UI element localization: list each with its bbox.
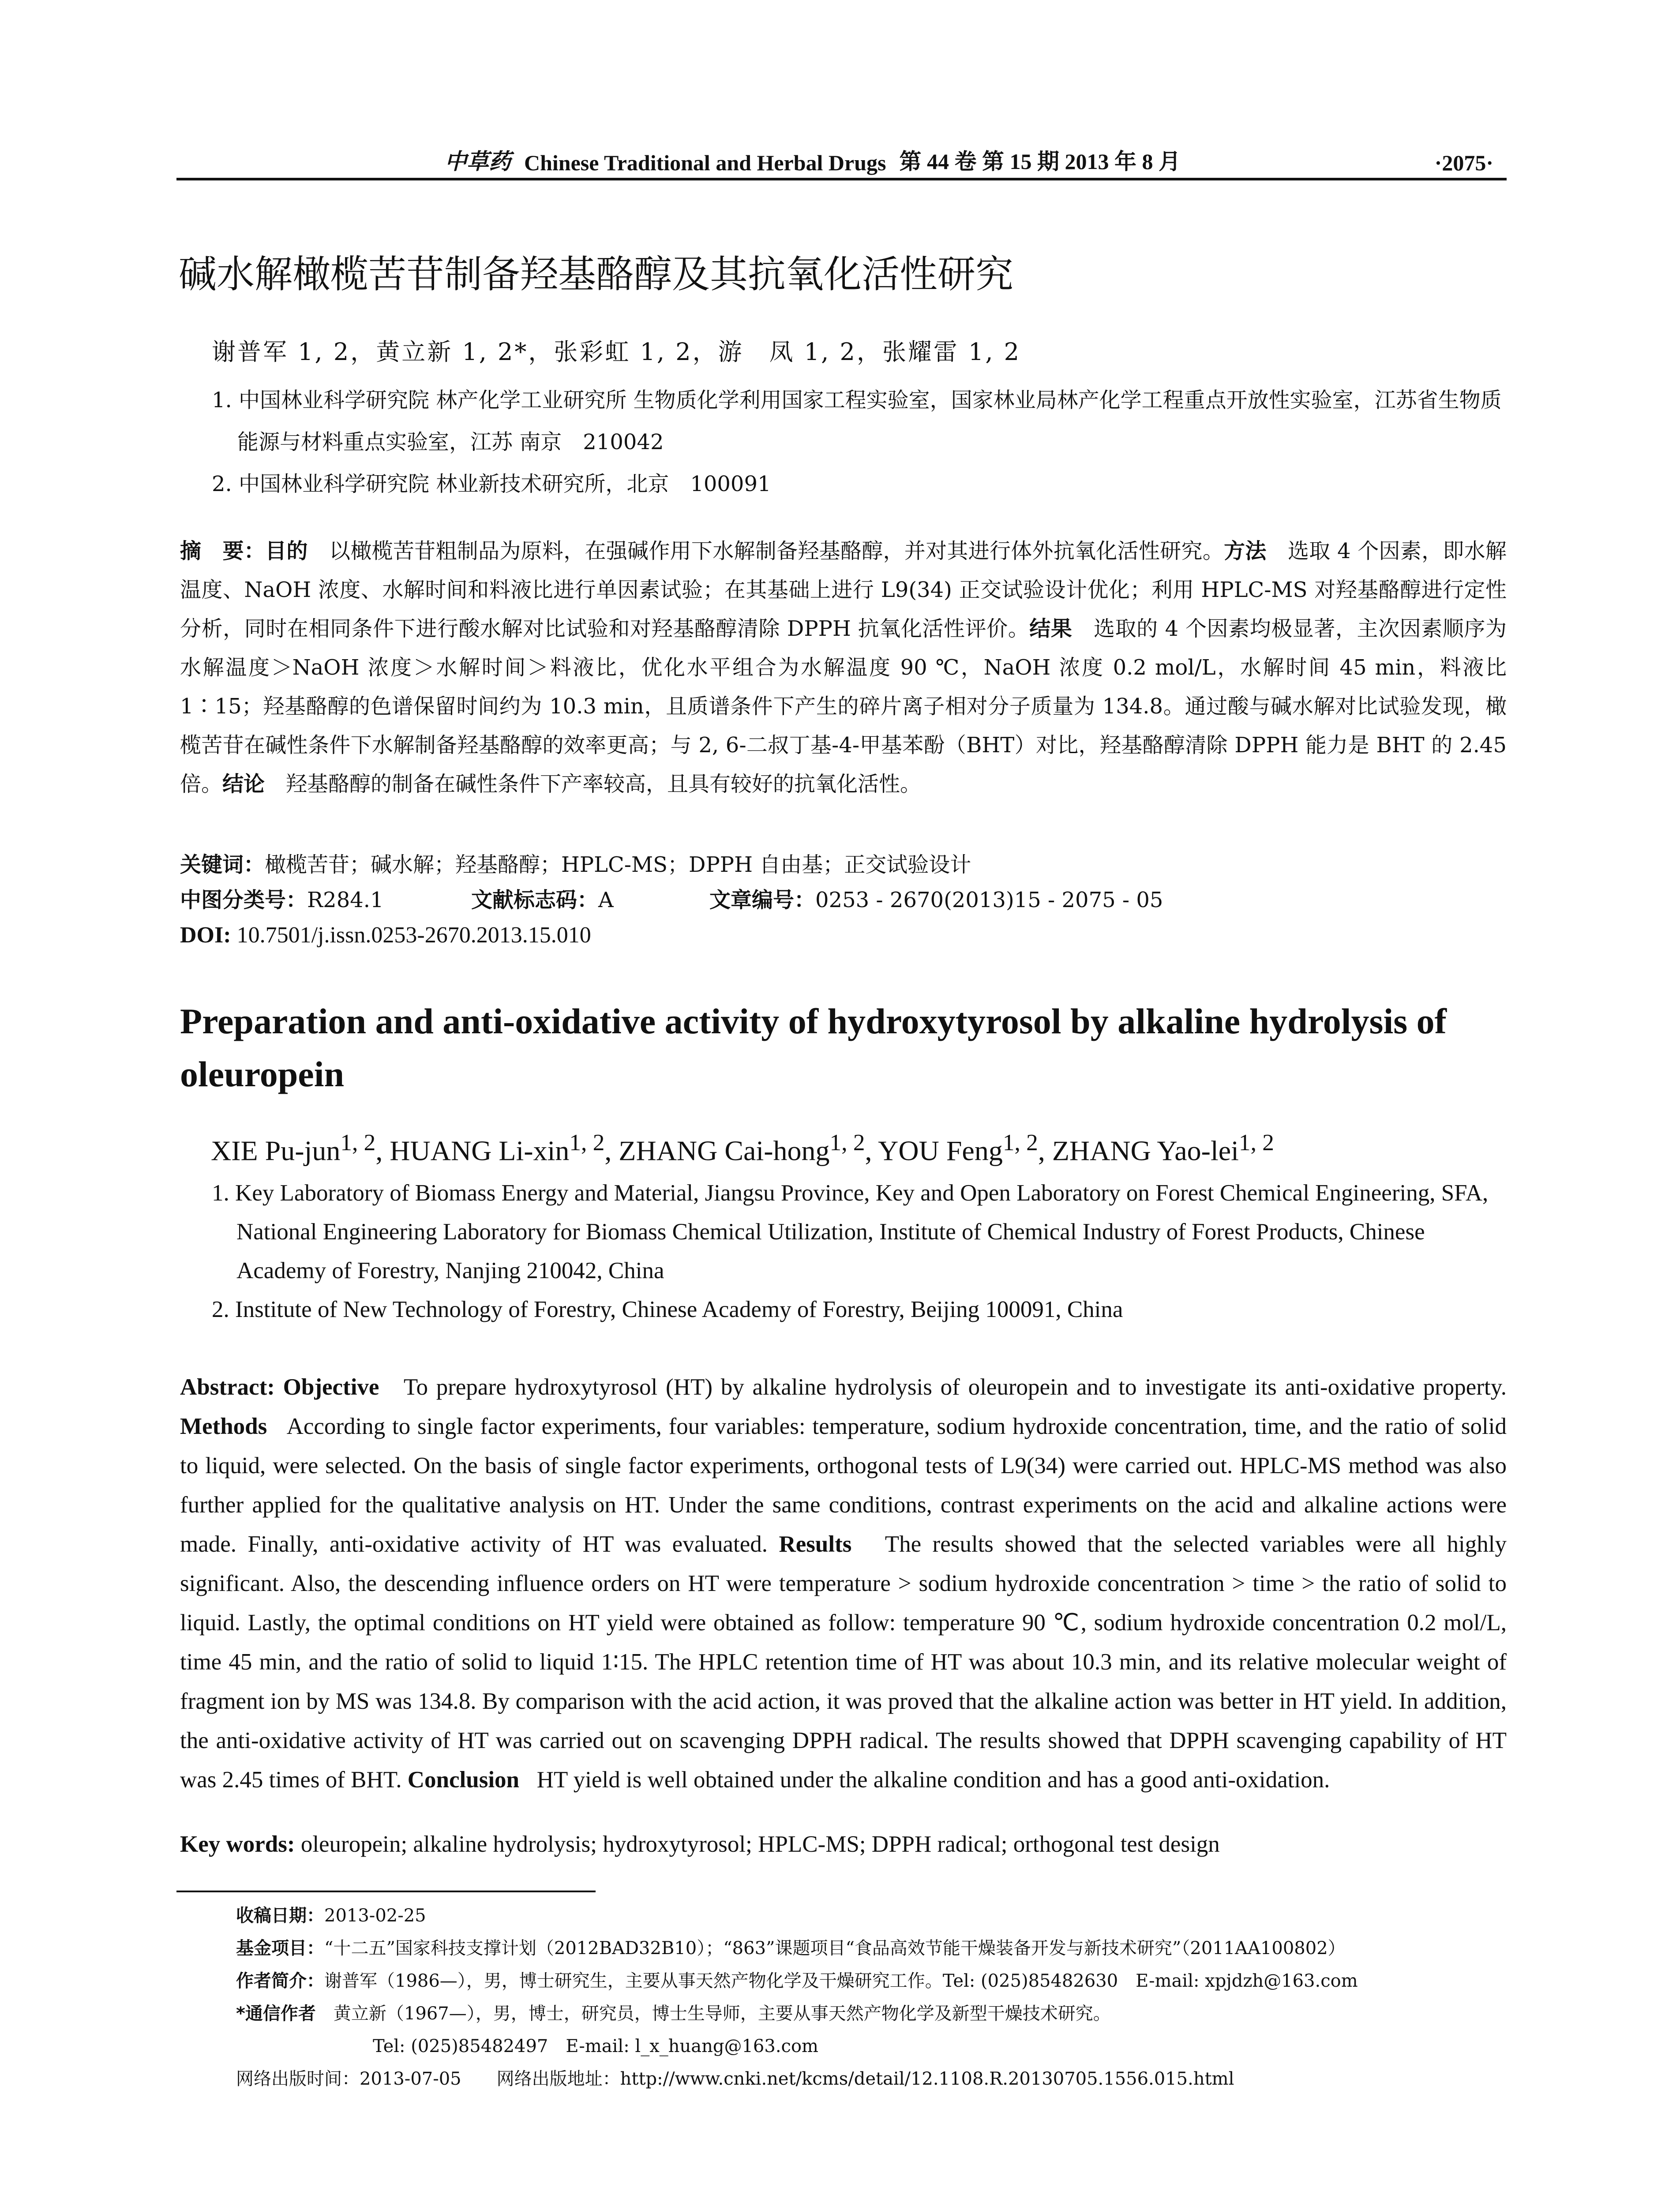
- results-en-label: Results: [779, 1531, 852, 1557]
- objective-cn-text: 以橄榄苦苷粗制品为原料，在强碱作用下水解制备羟基酪醇，并对其进行体外抗氧化活性研究。: [329, 539, 1224, 563]
- conclusion-cn-text: 羟基酪醇的制备在碱性条件下产率较高，且具有较好的抗氧化活性。: [286, 772, 922, 796]
- footnotes: [236, 1899, 1507, 2095]
- page-number: ·2075·: [1434, 150, 1493, 175]
- footnote-corresponding: [236, 1997, 1507, 2030]
- article-no-value: 0253 - 2670(2013)15 - 2075 - 05: [815, 888, 1163, 912]
- doi-row: [180, 918, 1507, 953]
- keywords-en-text: oleuropein; alkaline hydrolysis; hydroxytyrosol; HPLC-MS; DPPH radical; orthogonal test design: [300, 1831, 1220, 1857]
- affiliation-en-2: 2. Institute of New Technology of Forestry, Chinese Academy of Forestry, Beijing 100091, China: [212, 1297, 1123, 1322]
- results-cn-text: 选取的 4 个因素均极显著，主次因素顺序为水解温度＞NaOH 浓度＞水解时间＞料液比，优化水平组合为水解温度 90 ℃，NaOH 浓度 0.2 mol/L，水解时间 45 min，料液比 1∶15；羟基酪醇的色谱保留时间约为 10.3 min，且质谱条件下产生的碎片离子相对分子质量为 134.8。通过酸与碱水解对比试验发现，橄榄苦苷在碱性条件下水解制备羟基酪醇的效率更高；与 2, 6-二叔丁基-4-甲基苯酚（BHT）对比，羟基酪醇清除 DPPH 能力是 BHT 的 2.45 倍。: [180, 616, 1507, 796]
- article-no-field: [709, 882, 1163, 918]
- conclusion-en-label: Conclusion: [407, 1767, 520, 1793]
- doi-label: DOI:: [180, 923, 231, 948]
- doccode-label: 文献标志码：: [471, 888, 599, 912]
- clc-label: 中图分类号：: [180, 888, 308, 912]
- footnote-author: [236, 1965, 1507, 1997]
- objective-cn-label: 目的: [265, 539, 308, 563]
- online-time-label: 网络出版时间：: [236, 2069, 360, 2089]
- corresponding-value: 黄立新（1967—），男，博士，研究员，博士生导师，主要从事天然产物化学及新型干燥技术研究。: [333, 2003, 1111, 2024]
- journal-name-cn: 中草药: [445, 149, 511, 174]
- keywords-cn-text: 橄榄苦苷；碱水解；羟基酪醇；HPLC-MS；DPPH 自由基；正交试验设计: [265, 852, 971, 877]
- author-bio-label: 作者简介：: [236, 1971, 324, 1991]
- conclusion-cn-label: 结论: [222, 772, 265, 796]
- affiliation-cn-1: 1. 中国林业科学研究院 林产化学工业研究所 生物质化学利用国家工程实验室，国家林业局林产化学工程重点开放性实验室，江苏省生物质能源与材料重点实验室，江苏 南京 210042: [212, 388, 1502, 454]
- methods-en-label: Methods: [180, 1414, 267, 1439]
- results-cn-label: 结果: [1029, 616, 1072, 641]
- abstract-en: [180, 1368, 1507, 1800]
- running-header: [176, 140, 1507, 176]
- affiliation-cn-2: 2. 中国林业科学研究院 林业新技术研究所，北京 100091: [212, 472, 771, 496]
- footnote-rule: [176, 1891, 596, 1892]
- fund-value: “十二五”国家科技支撑计划（2012BAD32B10）；“863”课题项目“食品高效节能干燥装备开发与新技术研究”（2011AA100802）: [324, 1938, 1346, 1958]
- authors-cn: 谢普军 1, 2，黄立新 1, 2*，张彩虹 1, 2，游 凤 1, 2，张耀雷 1, 2: [212, 338, 1021, 366]
- authors-en: XIE Pu-jun$^{1, 2}$, HUANG Li-xin$^{1, 2}$, ZHANG Cai-hong$^{1, 2}$, YOU Feng$^{1, 2}$, ZHANG Yao-lei$^{1, 2}$: [211, 1129, 1274, 1167]
- header-rule: [176, 178, 1507, 180]
- received-label: 收稿日期：: [236, 1906, 324, 1926]
- methods-cn-text: 选取 4 个因素，即水解温度、NaOH 浓度、水解时间和料液比进行单因素试验；在其基础上进行 L9(34) 正交试验设计优化；利用 HPLC-MS 对羟基酪醇进行定性分析，同时在相同条件下进行酸水解对比试验和对羟基酪醇清除 DPPH 抗氧化活性评价。: [180, 539, 1507, 641]
- clc-value: R284.1: [307, 888, 384, 912]
- journal-name-en: Chinese Traditional and Herbal Drugs: [524, 150, 886, 175]
- received-value: 2013-02-25: [324, 1906, 426, 1926]
- keywords-en-label: Key words:: [180, 1831, 295, 1857]
- author-bio-value: 谢普军（1986—），男，博士研究生，主要从事天然产物化学及干燥研究工作。Tel: (025)85482630 E-mail: xpjdzh@163.com: [324, 1971, 1358, 1991]
- conclusion-en-text: HT yield is well obtained under the alkaline condition and has a good anti-oxidation.: [536, 1767, 1330, 1793]
- journal-issue: 第 44 卷 第 15 期 2013 年 8 月: [899, 149, 1181, 174]
- abstract-en-label: Abstract:: [180, 1374, 275, 1400]
- fund-label: 基金项目：: [236, 1938, 324, 1958]
- affiliations-cn: [212, 379, 1507, 505]
- online-time-value: 2013-07-05: [360, 2069, 461, 2089]
- footnote-online: [236, 2063, 1507, 2095]
- keywords-cn: [180, 847, 1507, 882]
- title-cn: 碱水解橄榄苦苷制备羟基酪醇及其抗氧化活性研究: [179, 252, 1013, 296]
- methods-cn-label: 方法: [1224, 539, 1267, 563]
- results-en-text: The results showed that the selected variables were all highly significant. Also, the descending influence orders on HT were temperature > sodium hydroxide concentration > time > the ratio of solid to liquid. Lastly, the optimal conditions on HT yield were obtained as follow: temperature 90 ℃, sodium hydroxide concentration 0.2 mol/L, time 45 min, and the ratio of solid to liquid 1∶15. The HPLC retention time of HT was about 10.3 min, and its relative molecular weight of fragment ion by MS was 134.8. By comparison with the acid action, it was proved that the alkaline action was better in HT yield. In addition, the anti-oxidative activity of HT was carried out on scavenging DPPH radical. The results showed that DPPH scavenging capability of HT was 2.45 times of BHT.: [180, 1531, 1507, 1793]
- title-en: Preparation and anti-oxidative activity of hydroxytyrosol by alkaline hydrolysis of oleuropein: [180, 1001, 1447, 1094]
- affiliations-en: [212, 1174, 1507, 1329]
- footnote-received: [236, 1899, 1507, 1932]
- footnote-fund: [236, 1932, 1507, 1965]
- doi-value: 10.7501/j.issn.0253-2670.2013.15.010: [236, 923, 591, 948]
- abstract-cn: [180, 532, 1507, 803]
- online-url-value: http://www.cnki.net/kcms/detail/12.1108.R.20130705.1556.015.html: [620, 2069, 1234, 2089]
- keywords-en: [180, 1831, 1507, 1857]
- corresponding-contact: Tel: (025)85482497 E-mail: l_x_huang@163.com: [373, 2036, 818, 2056]
- classification-row: [180, 882, 1507, 918]
- objective-en-text: To prepare hydroxytyrosol (HT) by alkaline hydrolysis of oleuropein and to investigate its anti-oxidative property.: [403, 1374, 1507, 1400]
- keywords-cn-label: 关键词：: [180, 852, 265, 877]
- methods-en-text: According to single factor experiments, four variables: temperature, sodium hydroxide concentration, time, and the ratio of solid to liquid, were selected. On the basis of single factor experiments, orthogonal tests of L9(34) were carried out. HPLC-MS method was also further applied for the qualitative analysis on HT. Under the same conditions, contrast experiments on the acid and alkaline actions were made. Finally, anti-oxidative activity of HT was evaluated.: [180, 1414, 1507, 1557]
- objective-en-label: Objective: [283, 1374, 379, 1400]
- clc-field: [180, 882, 471, 918]
- corresponding-label: *通信作者: [236, 2003, 316, 2024]
- doccode-value: A: [598, 888, 614, 912]
- doccode-field: [471, 882, 709, 918]
- affiliation-en-1: 1. Key Laboratory of Biomass Energy and Material, Jiangsu Province, Key and Open Laboratory on Forest Chemical Engineering, SFA, National Engineering Laboratory for Biomass Chemical Utilization, Institute of Chemical Industry of Forest Products, Chinese Academy of Forestry, Nanjing 210042, China: [212, 1180, 1489, 1283]
- abstract-cn-label: 摘 要：: [180, 539, 266, 563]
- article-no-label: 文章编号：: [709, 888, 816, 912]
- online-url-label: 网络出版地址：: [496, 2069, 620, 2089]
- journal-line: [445, 144, 1181, 176]
